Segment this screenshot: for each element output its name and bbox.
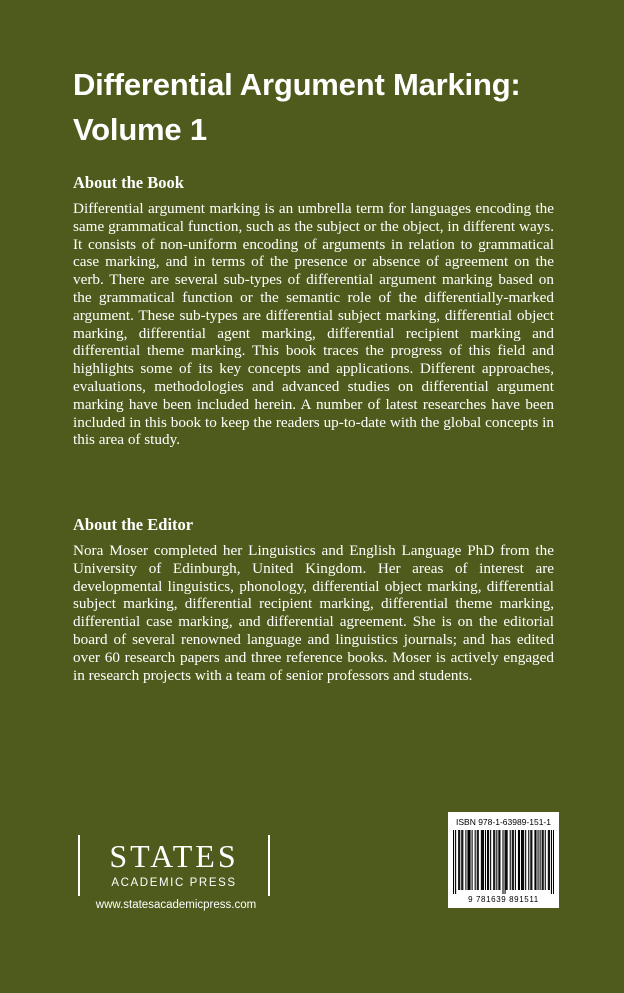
isbn-barcode-block (448, 812, 559, 908)
publisher-url: www.statesacademicpress.com (95, 899, 257, 911)
isbn-label: ISBN 978-1-63989-151-1 (456, 817, 551, 827)
about-editor-heading: About the Editor (73, 515, 194, 534)
barcode-digits: 9 781639 891511 (468, 895, 539, 904)
about-book-heading: About the Book (73, 173, 184, 192)
publisher-name: STATES (109, 838, 239, 874)
publisher-subname: ACADEMIC PRESS (111, 877, 237, 889)
about-book-text: Differential argument marking is an umbrella term for languages encoding the same grammatical function, such as the subject or the object, in different ways. It consists of non-uniform encoding of arguments in relation to grammatical case marking, and in terms of the presence or absence of agreement on the verb. There are several sub-types of differential argument marking based on the grammatical function or the semantic role of the differentially-marked argument. These sub-types are differential subject marking, differential object marking, differential agent marking, differential recipient marking and differential theme marking. This book traces the progress of this field and highlights some of its key concepts and applications. Different approaches, evaluations, methodologies and advanced studies on differential argument marking have been included herein. A number of latest researches have been included in this book to keep the readers up-to-date with the global concepts in this area of study. (73, 200, 554, 449)
barcode-icon (453, 830, 554, 894)
logo-right-rule (268, 835, 270, 896)
book-title: Differential Argument Marking: Volume 1 (73, 67, 521, 147)
about-editor-text: Nora Moser completed her Linguistics and English Language PhD from the University of Edinburgh, United Kingdom. Her areas of interest are developmental linguistics, phonology, differential object marking, differential subject marking, differential recipient marking, differential theme marking, differential case marking, and differential agreement. She is on the editorial board of several renowned language and linguistics journals; and has edited over 60 research papers and three reference books. Moser is actively engaged in research projects with a team of senior professors and students. (73, 542, 554, 684)
publisher-logo (78, 835, 270, 897)
